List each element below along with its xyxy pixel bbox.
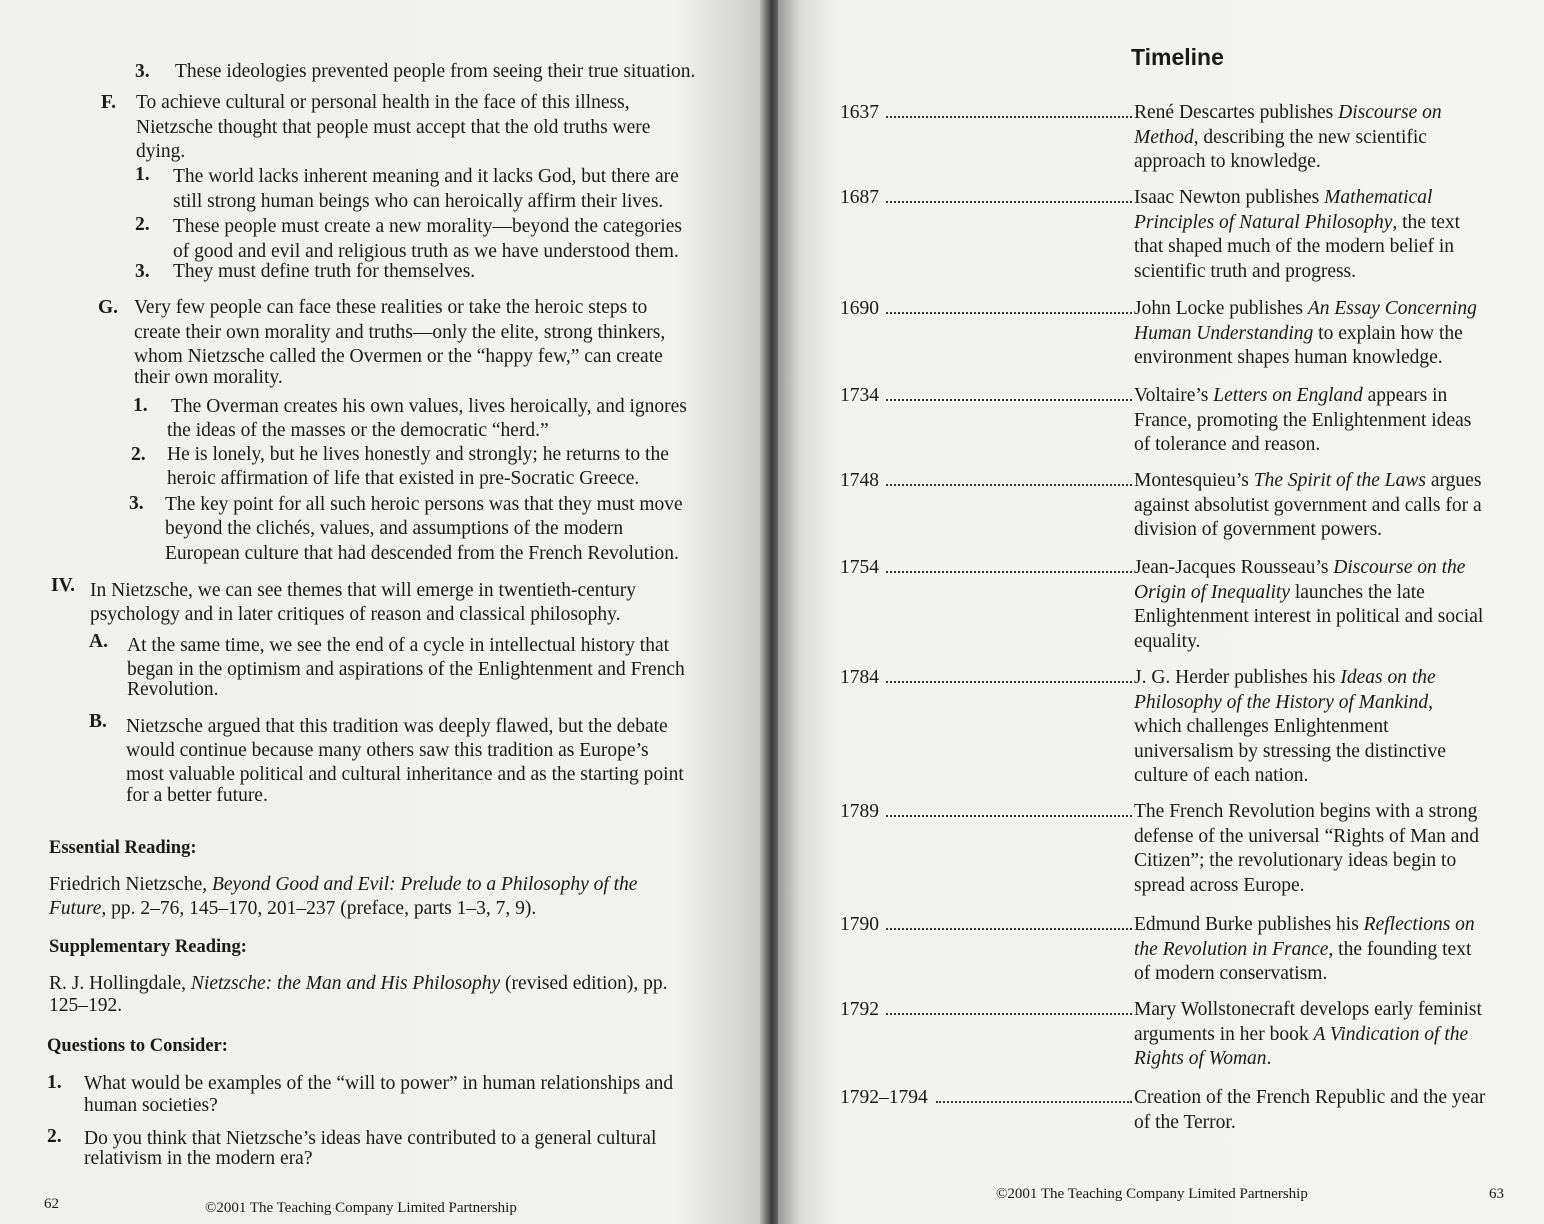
timeline-description-line: Voltaire’s Letters on England appears in — [1134, 385, 1448, 406]
timeline-description — [1134, 998, 1514, 1072]
leader-dots — [886, 571, 1132, 573]
leader-dots — [936, 1101, 1132, 1103]
outline-text: Nietzsche thought that people must accept that the old truths were — [136, 117, 651, 138]
item-text: These people must create a new morality—beyond the categories — [173, 216, 682, 237]
timeline-description-line: Edmund Burke publishes his Reflections on — [1134, 914, 1475, 935]
leader-dots — [886, 928, 1132, 930]
timeline-description-line: which challenges Enlightenment — [1134, 716, 1389, 737]
timeline-description-line: Montesquieu’s The Spirit of the Laws argues — [1134, 470, 1482, 491]
timeline-description-line: Creation of the French Republic and the year — [1134, 1087, 1486, 1108]
timeline-title: Timeline — [1131, 44, 1224, 70]
leader-dots — [886, 1013, 1132, 1015]
timeline-description-line: the Revolution in France, the founding text — [1134, 938, 1472, 960]
item-text: of good and evil and religious truth as we have understood them. — [173, 241, 679, 262]
outline-text: their own morality. — [134, 367, 283, 388]
timeline-description — [1134, 297, 1514, 371]
page-number: 63 — [1489, 1186, 1504, 1202]
timeline-description — [1134, 1086, 1514, 1135]
outline-text: To achieve cultural or personal health in the face of this illness, — [136, 92, 630, 113]
timeline-description-line: Rights of Woman. — [1134, 1048, 1272, 1069]
item-text: These ideologies prevented people from seeing their true situation. — [175, 61, 696, 82]
timeline-description-line: against absolutist government and calls for a — [1134, 494, 1482, 516]
timeline-year: 1784 — [840, 667, 879, 688]
timeline-year: 1690 — [840, 298, 879, 319]
supplementary-reading-line2: 125–192. — [49, 995, 123, 1016]
leader-dots — [886, 116, 1132, 118]
timeline-description — [1134, 384, 1514, 458]
page-footer: ©2001 The Teaching Company Limited Partnership — [996, 1186, 1308, 1202]
timeline-description-line: J. G. Herder publishes his Ideas on the — [1134, 667, 1436, 688]
questions-heading: Questions to Consider: — [47, 1036, 228, 1056]
outline-text: dying. — [136, 141, 186, 162]
outline-text: whom Nietzsche called the Overmen or the “happy few,” can create — [134, 346, 663, 367]
timeline-description-line: that shaped much of the modern belief in — [1134, 236, 1455, 257]
outline-text: psychology and in later critiques of reason and classical philosophy. — [90, 604, 621, 625]
timeline-description-line: Method, describing the new scientific — [1134, 126, 1427, 148]
timeline-year: 1637 — [840, 102, 879, 123]
essential-reading-line2: Future, pp. 2–76, 145–170, 201–237 (preface, parts 1–3, 7, 9). — [49, 898, 537, 919]
left-page — [0, 0, 768, 1224]
supplementary-reading-heading: Supplementary Reading: — [49, 937, 247, 957]
timeline-year: 1789 — [840, 801, 879, 822]
timeline-description-line: Enlightenment interest in political and social — [1134, 606, 1484, 627]
timeline-description — [1134, 101, 1514, 175]
timeline-year: 1687 — [840, 187, 879, 208]
item-text: the ideas of the masses or the democratic “herd.” — [167, 420, 549, 441]
timeline-description-line: Principles of Natural Philosophy, the text — [1134, 211, 1461, 233]
item-text: The Overman creates his own values, lives heroically, and ignores — [171, 396, 687, 417]
timeline-description — [1134, 186, 1514, 284]
question-number: 2. — [47, 1126, 62, 1147]
outline-label-a: A. — [89, 631, 108, 652]
timeline-description-line: John Locke publishes An Essay Concerning — [1134, 298, 1477, 319]
timeline-description-line: defense of the universal “Rights of Man and — [1134, 825, 1479, 847]
outline-text: for a better future. — [126, 785, 268, 806]
timeline-description-line: of the Terror. — [1134, 1111, 1236, 1133]
timeline-description-line: René Descartes publishes Discourse on — [1134, 102, 1442, 123]
leader-dots — [886, 312, 1132, 314]
supplementary-reading-line1: R. J. Hollingdale, Nietzsche: the Man and His Philosophy (revised edition), pp. — [49, 973, 668, 994]
item-number: 2. — [131, 444, 146, 465]
timeline-description-line: scientific truth and progress. — [1134, 260, 1357, 282]
item-text: The world lacks inherent meaning and it lacks God, but there are — [173, 166, 679, 187]
leader-dots — [886, 681, 1132, 683]
leader-dots — [886, 201, 1132, 203]
timeline-description-line: arguments in her book A Vindication of the — [1134, 1023, 1469, 1045]
timeline-description-line: Human Understanding to explain how the — [1134, 322, 1463, 344]
outline-text: most valuable political and cultural inheritance and as the starting point — [126, 764, 684, 785]
question-text: relativism in the modern era? — [84, 1148, 313, 1169]
item-number: 1. — [135, 164, 150, 185]
timeline-description-line: of tolerance and reason. — [1134, 434, 1321, 455]
question-text: What would be examples of the “will to power” in human relationships and — [84, 1073, 674, 1094]
item-text: European culture that had descended from the French Revolution. — [165, 543, 679, 564]
timeline-description-line: universalism by stressing the distinctive — [1134, 740, 1446, 762]
timeline-description — [1134, 556, 1514, 654]
item-number: 3. — [135, 261, 150, 282]
outline-label-b: B. — [89, 711, 107, 732]
timeline-description-line: The French Revolution begins with a strong — [1134, 801, 1478, 822]
outline-text: At the same time, we see the end of a cycle in intellectual history that — [127, 635, 670, 656]
timeline-description-line: environment shapes human knowledge. — [1134, 347, 1443, 368]
timeline-year: 1748 — [840, 470, 879, 491]
item-text: He is lonely, but he lives honestly and strongly; he returns to the — [167, 444, 669, 465]
timeline-description-line: approach to knowledge. — [1134, 151, 1321, 172]
timeline-description-line: Origin of Inequality launches the late — [1134, 581, 1425, 603]
essential-reading-heading: Essential Reading: — [49, 838, 197, 858]
outline-text: Very few people can face these realities or take the heroic steps to — [134, 297, 648, 318]
item-text: beyond the clichés, values, and assumptions of the modern — [165, 518, 624, 539]
timeline-description-line: Philosophy of the History of Mankind, — [1134, 691, 1433, 713]
timeline-description — [1134, 800, 1514, 898]
question-number: 1. — [47, 1072, 62, 1093]
timeline-description — [1134, 469, 1514, 543]
timeline-year: 1754 — [840, 557, 879, 578]
item-text: still strong human beings who can heroically affirm their lives. — [173, 191, 664, 212]
outline-text: would continue because many others saw this tradition as Europe’s — [126, 740, 649, 761]
timeline-description-line: Isaac Newton publishes Mathematical — [1134, 187, 1433, 208]
outline-text: Revolution. — [127, 679, 219, 700]
timeline-description-line: division of government powers. — [1134, 519, 1383, 540]
timeline-description-line: France, promoting the Enlightenment ideas — [1134, 409, 1472, 431]
timeline-description — [1134, 666, 1514, 789]
item-text: They must define truth for themselves. — [173, 261, 476, 282]
timeline-description-line: spread across Europe. — [1134, 874, 1305, 896]
item-text: The key point for all such heroic persons was that they must move — [165, 494, 683, 515]
item-number: 3. — [135, 61, 150, 82]
item-text: heroic affirmation of life that existed in pre-Socratic Greece. — [167, 468, 640, 489]
timeline-description-line: Mary Wollstonecraft develops early feminist — [1134, 999, 1482, 1020]
timeline-description — [1134, 913, 1514, 987]
question-text: Do you think that Nietzsche’s ideas have contributed to a general cultural — [84, 1128, 657, 1149]
timeline-description-line: Citizen”; the revolutionary ideas begin to — [1134, 850, 1457, 871]
timeline-year: 1790 — [840, 914, 879, 935]
leader-dots — [886, 484, 1132, 486]
timeline-description-line: Jean-Jacques Rousseau’s Discourse on the — [1134, 557, 1466, 578]
timeline-year: 1792 — [840, 999, 879, 1020]
outline-label-f: F. — [101, 92, 116, 113]
timeline-year: 1734 — [840, 385, 879, 406]
item-number: 3. — [129, 493, 144, 514]
outline-text: In Nietzsche, we can see themes that will emerge in twentieth-century — [90, 580, 636, 601]
timeline-description-line: culture of each nation. — [1134, 765, 1309, 786]
outline-label-g: G. — [98, 297, 119, 318]
outline-text: Nietzsche argued that this tradition was deeply flawed, but the debate — [126, 716, 668, 737]
page-footer: ©2001 The Teaching Company Limited Partnership — [205, 1200, 517, 1216]
essential-reading-line1: Friedrich Nietzsche, Beyond Good and Evil: Prelude to a Philosophy of the — [49, 874, 638, 895]
timeline-description-line: equality. — [1134, 630, 1201, 652]
timeline-year: 1792–1794 — [840, 1087, 928, 1108]
timeline-description-line: of modern conservatism. — [1134, 963, 1328, 984]
question-text: human societies? — [84, 1095, 218, 1116]
outline-label-iv: IV. — [51, 575, 76, 596]
page-number: 62 — [44, 1196, 59, 1212]
leader-dots — [886, 399, 1132, 401]
item-number: 2. — [135, 214, 150, 235]
item-number: 1. — [133, 395, 148, 416]
outline-text: create their own morality and truths—only the elite, strong thinkers, — [134, 322, 666, 343]
outline-text: began in the optimism and aspirations of the Enlightenment and French — [127, 659, 685, 680]
leader-dots — [886, 815, 1132, 817]
